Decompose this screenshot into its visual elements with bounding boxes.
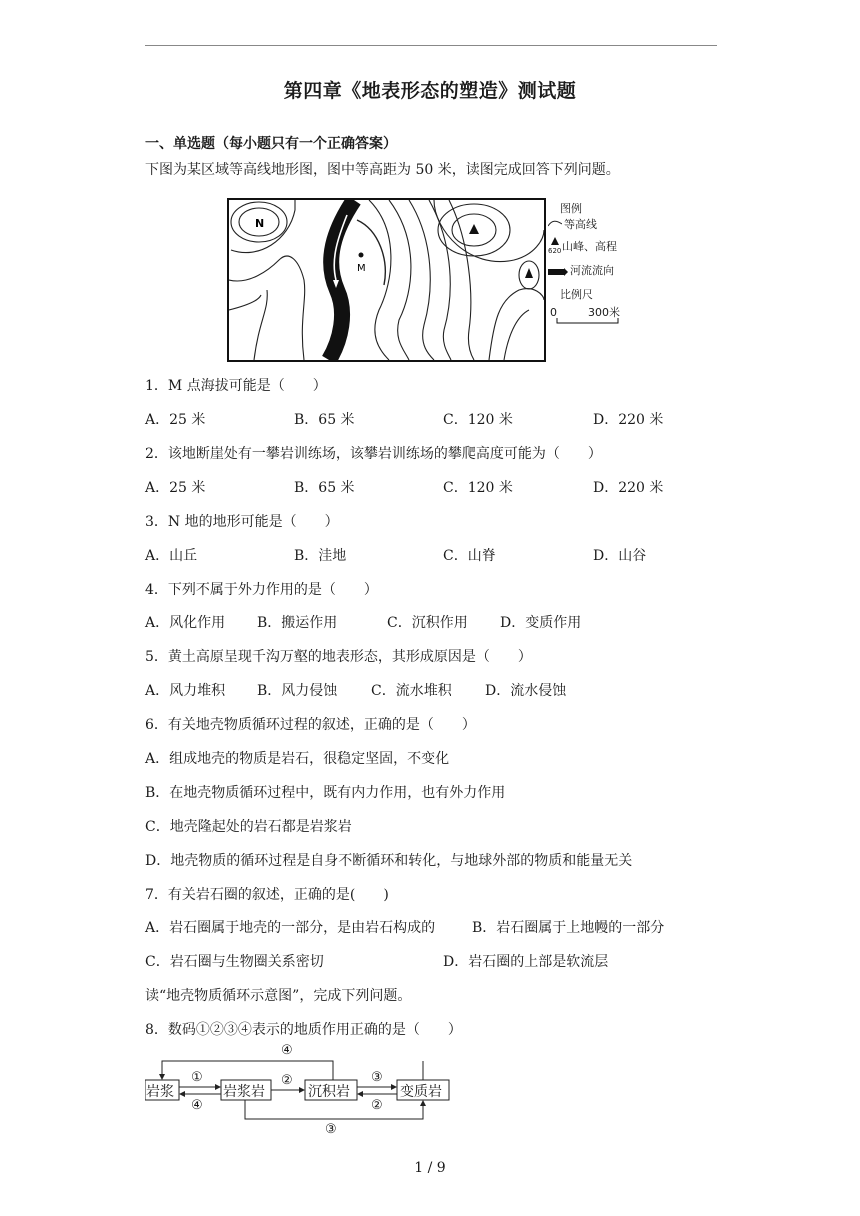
q5-option-a: A．风力堆积 [145, 683, 226, 699]
page-title: 第四章《地表形态的塑造》测试题 [283, 80, 577, 102]
question-1: 1．M 点海拔可能是（ ） [145, 378, 327, 394]
mark-3: ③ [371, 1070, 383, 1085]
question-3: 3．N 地的地形可能是（ ） [145, 514, 339, 530]
q4-option-b: B．搬运作用 [257, 615, 338, 631]
mark-top-4: ④ [281, 1043, 293, 1058]
q4-option-a: A．风化作用 [145, 615, 226, 631]
q3-option-a: A．山丘 [145, 548, 198, 564]
map-legend [548, 200, 648, 330]
rock-cycle-diagram [145, 1043, 455, 1141]
map-label-m: M [357, 263, 366, 274]
q6-option-d: D．地壳物质的循环过程是自身不断循环和转化，与地球外部的物质和能量无关 [145, 853, 633, 869]
question-8: 8．数码①②③④表示的地质作用正确的是（ ） [145, 1022, 462, 1038]
legend-river: 河流流向 [570, 264, 614, 277]
q6-option-b: B．在地壳物质循环过程中，既有内力作用，也有外力作用 [145, 785, 506, 801]
question-4: 4．下列不属于外力作用的是（ ） [145, 582, 378, 598]
q7-option-b: B．岩石圈属于上地幔的一部分 [472, 920, 665, 936]
q3-option-c: C．山脊 [443, 548, 496, 564]
mark-bottom-3: ③ [325, 1122, 337, 1137]
legend-scale-value: 300米 [588, 306, 620, 319]
contour-map [227, 198, 546, 362]
contour-map-drawing [229, 200, 544, 360]
question-5: 5．黄土高原呈现千沟万壑的地表形态，其形成原因是（ ） [145, 649, 532, 665]
legend-peak: 山峰、高程 [562, 240, 617, 253]
question-2: 2．该地断崖处有一攀岩训练场，该攀岩训练场的攀爬高度可能为（ ） [145, 446, 602, 462]
q5-option-b: B．风力侵蚀 [257, 683, 338, 699]
section-heading: 一、单选题（每小题只有一个正确答案） [145, 136, 397, 152]
box-magma-label: 岩浆 [146, 1084, 174, 1100]
q5-option-d: D．流水侵蚀 [485, 683, 567, 699]
q1-option-a: A．25 米 [145, 412, 206, 428]
legend-scale-title: 比例尺 [560, 288, 593, 301]
mark-2b: ② [371, 1098, 383, 1113]
legend-title: 图例 [560, 202, 582, 215]
intro-text: 下图为某区域等高线地形图，图中等高距为 50 米，读图完成回答下列问题。 [145, 162, 620, 178]
box-sedimentary-label: 沉积岩 [308, 1084, 350, 1100]
legend-peak-number: 620 [548, 247, 562, 255]
header-rule [145, 45, 717, 46]
q3-option-b: B．洼地 [294, 548, 347, 564]
q1-option-d: D．220 米 [593, 412, 664, 428]
q7-option-d: D．岩石圈的上部是软流层 [443, 954, 609, 970]
map-label-n: N [255, 217, 265, 230]
q4-option-c: C．沉积作用 [387, 615, 468, 631]
q2-option-d: D．220 米 [593, 480, 664, 496]
read-intro: 读“地壳物质循环示意图”，完成下列问题。 [145, 988, 412, 1004]
river-arrow-icon [548, 268, 568, 276]
question-6: 6．有关地壳物质循环过程的叙述，正确的是（ ） [145, 717, 476, 733]
page-number: 1 / 9 [414, 1160, 446, 1176]
legend-scale-zero: 0 [550, 306, 557, 319]
q1-option-b: B．65 米 [294, 412, 355, 428]
box-metamorphic-label: 变质岩 [400, 1084, 442, 1100]
q2-option-b: B．65 米 [294, 480, 355, 496]
question-7: 7．有关岩石圈的叙述，正确的是( ) [145, 887, 389, 903]
q2-option-c: C．120 米 [443, 480, 513, 496]
q7-option-c: C．岩石圈与生物圈关系密切 [145, 954, 324, 970]
scale-bar [556, 318, 620, 324]
q5-option-c: C．流水堆积 [371, 683, 452, 699]
q6-option-a: A．组成地壳的物质是岩石，很稳定坚固，不变化 [145, 751, 450, 767]
q3-option-d: D．山谷 [593, 548, 647, 564]
q2-option-a: A．25 米 [145, 480, 206, 496]
q6-option-c: C．地壳隆起处的岩石都是岩浆岩 [145, 819, 352, 835]
mark-4: ④ [191, 1098, 203, 1113]
q1-option-c: C．120 米 [443, 412, 513, 428]
q7-option-a: A．岩石圈属于地壳的一部分，是由岩石构成的 [145, 920, 436, 936]
q4-option-d: D．变质作用 [500, 615, 582, 631]
box-igneous-label: 岩浆岩 [223, 1084, 265, 1100]
peak-icon [550, 236, 560, 246]
mark-1: ① [191, 1070, 203, 1085]
mark-2: ② [281, 1073, 293, 1088]
legend-contour: 等高线 [564, 218, 597, 231]
